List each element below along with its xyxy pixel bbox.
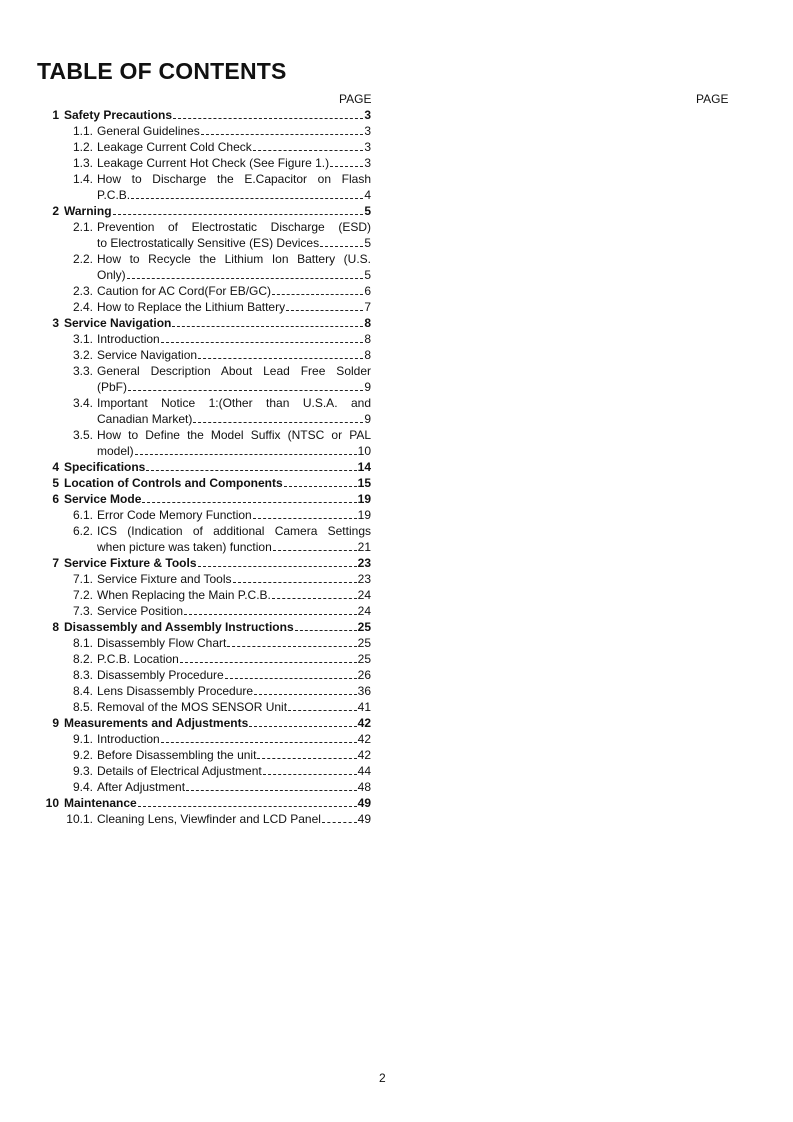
toc-entry-number: 3.1.: [72, 332, 93, 346]
dot-leader: [201, 133, 364, 135]
toc-entry[interactable]: [44, 219, 371, 251]
toc-entry-title: P.C.B. Location: [97, 652, 179, 666]
dot-leader: [263, 773, 357, 775]
toc-entry[interactable]: [44, 171, 371, 203]
dot-leader: [135, 453, 357, 455]
toc-entry-page: 5: [364, 236, 371, 250]
toc-entry-title: Before Disassembling the unit: [97, 748, 257, 762]
toc-entry-title: ICS (Indication of additional Camera Settings: [97, 524, 371, 538]
toc-entry-title-continued: to Electrostatically Sensitive (ES) Devices: [97, 236, 320, 250]
toc-entry[interactable]: [44, 603, 371, 619]
dot-leader: [113, 213, 364, 215]
toc-entry-number: 6: [52, 492, 59, 506]
toc-entry-title: Location of Controls and Components: [64, 476, 283, 490]
dot-leader: [128, 389, 363, 391]
toc-entry-page: 49: [357, 796, 371, 810]
document-title: TABLE OF CONTENTS: [37, 58, 287, 84]
toc-entry-page: 24: [357, 604, 371, 618]
toc-entry[interactable]: [44, 779, 371, 795]
toc-entry-number: 7.2.: [72, 588, 93, 602]
toc-entry-title-continued: Only): [97, 268, 126, 282]
toc-entry-title: Maintenance: [64, 796, 137, 810]
toc-entry-number: 3.3.: [72, 364, 93, 378]
toc-entry[interactable]: [44, 699, 371, 715]
toc-entry-title: Service Fixture & Tools: [64, 556, 197, 570]
toc-entry-title: Disassembly Procedure: [97, 668, 224, 682]
toc-entry-title: How to Define the Model Suffix (NTSC or PAL: [97, 428, 371, 442]
toc-entry-number: 2.4.: [72, 300, 93, 314]
toc-entry-number: 1.4.: [72, 172, 93, 186]
toc-entry[interactable]: [44, 155, 371, 171]
toc-entry-page: 25: [357, 620, 371, 634]
dot-leader: [172, 325, 363, 327]
toc-entry-title: Specifications: [64, 460, 146, 474]
dot-leader: [272, 597, 357, 599]
dot-leader: [225, 677, 357, 679]
toc-entry-page: 9: [364, 380, 371, 394]
toc-entry-page: 7: [364, 300, 371, 314]
toc-entry-title: Service Navigation: [97, 348, 198, 362]
toc-entry-page: 14: [357, 460, 371, 474]
toc-entry-title: Introduction: [97, 732, 160, 746]
toc-entry-number: 6.1.: [72, 508, 93, 522]
toc-entry-number: 3.2.: [72, 348, 93, 362]
toc-entry-number: 7.3.: [72, 604, 93, 618]
toc-entry[interactable]: [44, 139, 371, 155]
dot-leader: [173, 117, 363, 119]
toc-entry-page: 36: [357, 684, 371, 698]
toc-entry[interactable]: [44, 555, 371, 571]
dot-leader: [284, 485, 357, 487]
toc-entry[interactable]: [44, 475, 371, 491]
toc-entry[interactable]: [44, 251, 371, 283]
toc-entry[interactable]: [44, 619, 371, 635]
toc-entry-number: 1.1.: [72, 124, 93, 138]
toc-entry-page: 42: [357, 748, 371, 762]
toc-entry-page: 15: [357, 476, 371, 490]
toc-entry-title: Leakage Current Hot Check (See Figure 1.): [97, 156, 330, 170]
toc-entry-number: 6.2.: [72, 524, 93, 538]
toc-entry-number: 2.3.: [72, 284, 93, 298]
toc-entry[interactable]: [44, 635, 371, 651]
toc-entry-page: 3: [364, 156, 371, 170]
toc-entry-number: 8.1.: [72, 636, 93, 650]
toc-entry-page: 25: [357, 652, 371, 666]
dot-leader: [257, 757, 356, 759]
dot-leader: [286, 309, 363, 311]
dot-leader: [198, 565, 357, 567]
dot-leader: [253, 517, 357, 519]
dot-leader: [233, 581, 357, 583]
toc-entry[interactable]: [44, 283, 371, 299]
toc-entry-page: 49: [357, 812, 371, 826]
dot-leader: [253, 149, 364, 151]
toc-entry-number: 3.4.: [72, 396, 93, 410]
dot-leader: [131, 197, 363, 199]
toc-entry-page: 10: [357, 444, 371, 458]
toc-entry-number: 4: [52, 460, 59, 474]
dot-leader: [322, 821, 357, 823]
toc-entry-page: 24: [357, 588, 371, 602]
toc-entry-page: 9: [364, 412, 371, 426]
toc-entry-number: 1.3.: [72, 156, 93, 170]
toc-entry-number: 9.2.: [72, 748, 93, 762]
toc-entry-page: 8: [364, 332, 371, 346]
toc-entry-title: Service Navigation: [64, 316, 172, 330]
toc-entry-page: 19: [357, 508, 371, 522]
dot-leader: [198, 357, 363, 359]
toc-entry-title: Service Position: [97, 604, 184, 618]
toc-entry[interactable]: [44, 123, 371, 139]
toc-entry-page: 4: [364, 188, 371, 202]
page-column-header-right: PAGE: [696, 92, 729, 106]
toc-entry[interactable]: [44, 715, 371, 731]
toc-entry-title: Important Notice 1:(Other than U.S.A. and: [97, 396, 371, 410]
toc-entry-page: 23: [357, 556, 371, 570]
dot-leader: [272, 293, 363, 295]
toc-entry-number: 2.2.: [72, 252, 93, 266]
toc-entry-title: After Adjustment: [97, 780, 186, 794]
toc-entry-page: 8: [364, 348, 371, 362]
dot-leader: [184, 613, 357, 615]
toc-entry-number: 10: [45, 796, 59, 810]
toc-entry[interactable]: [44, 667, 371, 683]
dot-leader: [227, 645, 356, 647]
toc-entry-page: 3: [364, 124, 371, 138]
dot-leader: [288, 709, 357, 711]
toc-entry[interactable]: [44, 731, 371, 747]
toc-entry-number: 2.1.: [72, 220, 93, 234]
toc-entry-title: Safety Precautions: [64, 108, 173, 122]
toc-entry-title: How to Replace the Lithium Battery: [97, 300, 286, 314]
dot-leader: [138, 805, 357, 807]
toc-entry-title: Lens Disassembly Procedure: [97, 684, 254, 698]
toc-entry-page: 8: [364, 316, 371, 330]
toc-entry[interactable]: [44, 299, 371, 315]
toc-entry-number: 8.3.: [72, 668, 93, 682]
toc-entry-title: When Replacing the Main P.C.B.: [97, 588, 271, 602]
toc-entry[interactable]: [44, 347, 371, 363]
toc-entry-title: Caution for AC Cord(For EB/GC): [97, 284, 272, 298]
dot-leader: [295, 629, 357, 631]
toc-entry-title: Service Fixture and Tools: [97, 572, 232, 586]
dot-leader: [193, 421, 363, 423]
toc-entry-page: 26: [357, 668, 371, 682]
toc-entry[interactable]: [44, 507, 371, 523]
toc-entry-title: Disassembly and Assembly Instructions: [64, 620, 294, 634]
toc-entry-title: Prevention of Electrostatic Discharge (ESD): [97, 220, 371, 234]
toc-entry-page: 41: [357, 700, 371, 714]
dot-leader: [320, 245, 363, 247]
toc-entry-number: 3: [52, 316, 59, 330]
toc-entry-number: 8.5.: [72, 700, 93, 714]
dot-leader: [273, 549, 357, 551]
toc-entry[interactable]: [44, 427, 371, 459]
toc-entry-title: Introduction: [97, 332, 160, 346]
toc-entry-title: Service Mode: [64, 492, 142, 506]
toc-entry-number: 8: [52, 620, 59, 634]
toc-entry-page: 6: [364, 284, 371, 298]
toc-entry[interactable]: [44, 571, 371, 587]
toc-entry-page: 21: [357, 540, 371, 554]
toc-entry-title-continued: Canadian Market): [97, 412, 193, 426]
toc-entry-page: 42: [357, 732, 371, 746]
dot-leader: [161, 341, 364, 343]
toc-entry-title-continued: P.C.B.: [97, 188, 131, 202]
toc-entry-number: 2: [52, 204, 59, 218]
toc-entry-number: 9.4.: [72, 780, 93, 794]
toc-entry-page: 3: [364, 108, 371, 122]
toc-entry[interactable]: [44, 459, 371, 475]
toc-entry-title: Error Code Memory Function: [97, 508, 252, 522]
toc-entry[interactable]: [44, 395, 371, 427]
dot-leader: [142, 501, 356, 503]
table-of-contents: [44, 107, 371, 827]
toc-entry[interactable]: [44, 203, 371, 219]
dot-leader: [146, 469, 356, 471]
toc-entry-title: Details of Electrical Adjustment: [97, 764, 262, 778]
toc-entry-title: Leakage Current Cold Check: [97, 140, 252, 154]
toc-entry-number: 8.4.: [72, 684, 93, 698]
toc-entry[interactable]: [44, 683, 371, 699]
toc-entry-page: 42: [357, 716, 371, 730]
toc-entry-number: 7.1.: [72, 572, 93, 586]
toc-entry-number: 7: [52, 556, 59, 570]
toc-entry-number: 9: [52, 716, 59, 730]
toc-entry[interactable]: [44, 811, 371, 827]
toc-entry[interactable]: [44, 587, 371, 603]
toc-entry-title: Warning: [64, 204, 112, 218]
toc-entry-title-continued: when picture was taken) function: [97, 540, 272, 554]
toc-entry-number: 5: [52, 476, 59, 490]
toc-entry[interactable]: [44, 763, 371, 779]
toc-entry-title: Removal of the MOS SENSOR Unit: [97, 700, 288, 714]
toc-entry[interactable]: [44, 651, 371, 667]
toc-entry-title: Cleaning Lens, Viewfinder and LCD Panel: [97, 812, 321, 826]
toc-entry[interactable]: [44, 747, 371, 763]
toc-entry[interactable]: [44, 315, 371, 331]
toc-entry-number: 1.2.: [72, 140, 93, 154]
toc-entry-number: 8.2.: [72, 652, 93, 666]
dot-leader: [249, 725, 356, 727]
dot-leader: [186, 789, 357, 791]
toc-entry-title: General Guidelines: [97, 124, 200, 138]
page-column-header-left: PAGE: [339, 92, 372, 106]
footer-page-number: 2: [379, 1071, 386, 1085]
toc-entry-title: How to Discharge the E.Capacitor on Flash: [97, 172, 371, 186]
toc-entry[interactable]: [44, 491, 371, 507]
toc-entry-page: 48: [357, 780, 371, 794]
toc-entry-title: Measurements and Adjustments: [64, 716, 249, 730]
toc-entry-page: 5: [364, 204, 371, 218]
toc-entry[interactable]: [44, 363, 371, 395]
toc-entry[interactable]: [44, 795, 371, 811]
dot-leader: [330, 165, 363, 167]
dot-leader: [180, 661, 357, 663]
toc-entry-page: 5: [364, 268, 371, 282]
toc-entry-number: 10.1.: [66, 812, 93, 826]
toc-entry-page: 19: [357, 492, 371, 506]
toc-entry-title: General Description About Lead Free Solder: [97, 364, 371, 378]
dot-leader: [254, 693, 357, 695]
toc-entry[interactable]: [44, 107, 371, 123]
toc-entry-title: Disassembly Flow Chart: [97, 636, 227, 650]
toc-entry-title-continued: (PbF): [97, 380, 127, 394]
toc-entry-page: 25: [357, 636, 371, 650]
toc-entry-number: 1: [52, 108, 59, 122]
dot-leader: [161, 741, 357, 743]
toc-entry-title: How to Recycle the Lithium Ion Battery (U.S.: [97, 252, 371, 266]
toc-entry-title-continued: model): [97, 444, 134, 458]
toc-entry-number: 9.1.: [72, 732, 93, 746]
dot-leader: [127, 277, 364, 279]
toc-entry-number: 3.5.: [72, 428, 93, 442]
toc-entry-page: 44: [357, 764, 371, 778]
toc-entry-page: 3: [364, 140, 371, 154]
toc-entry-number: 9.3.: [72, 764, 93, 778]
toc-entry[interactable]: [44, 523, 371, 555]
toc-entry[interactable]: [44, 331, 371, 347]
toc-entry-page: 23: [357, 572, 371, 586]
